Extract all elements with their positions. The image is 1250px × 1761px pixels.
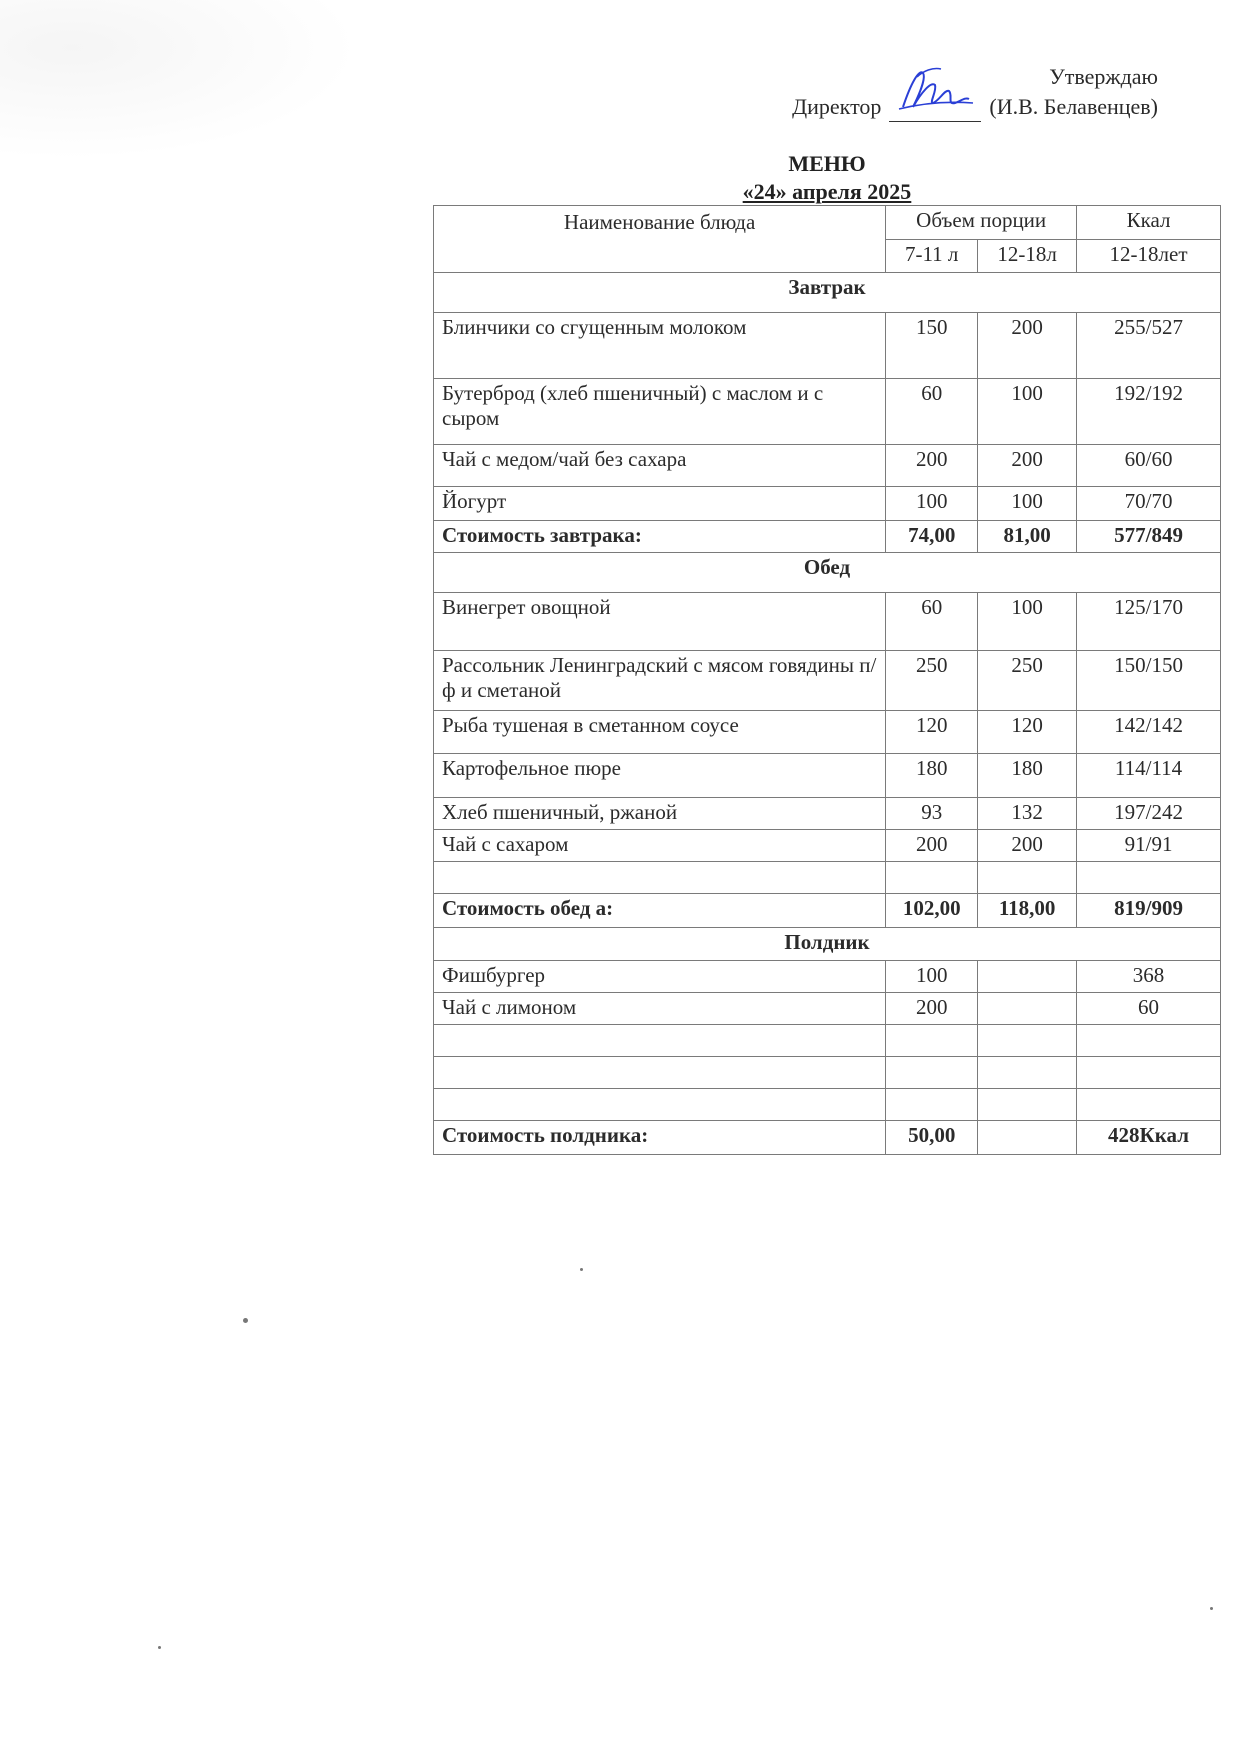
total-kcal: 577/849 xyxy=(1077,521,1221,553)
dish-name: Чай с медом/чай без сахара xyxy=(434,445,886,487)
portion-12-18: 180 xyxy=(978,754,1077,798)
section-row xyxy=(434,553,1221,593)
table-row xyxy=(434,830,1221,862)
col-kcal-header: Ккал xyxy=(1077,206,1221,240)
portion-7-11: 200 xyxy=(886,830,978,862)
section-title-snack: Полдник xyxy=(434,928,1221,961)
approval-signature-line xyxy=(792,92,1158,122)
empty-row xyxy=(434,1057,1221,1089)
total-price-12-18 xyxy=(978,1121,1077,1155)
total-label: Стоимость полдника: xyxy=(434,1121,886,1155)
menu-date: «24» апреля 2025 xyxy=(742,179,912,204)
portion-12-18: 250 xyxy=(978,651,1077,711)
signature-icon xyxy=(893,63,977,119)
kcal-value: 255/527 xyxy=(1077,313,1221,379)
table-row xyxy=(434,487,1221,521)
total-price-12-18: 118,00 xyxy=(978,894,1077,928)
portion-7-11: 120 xyxy=(886,711,978,754)
kcal-value: 60/60 xyxy=(1077,445,1221,487)
table-row xyxy=(434,379,1221,445)
header-row xyxy=(434,206,1221,240)
total-row xyxy=(434,521,1221,553)
portion-12-18 xyxy=(978,961,1077,993)
sub-12-18-header: 12-18л xyxy=(978,240,1077,273)
empty-row xyxy=(434,1025,1221,1057)
sub-7-11-header: 7-11 л xyxy=(886,240,978,273)
page-title: МЕНЮ xyxy=(788,151,866,176)
kcal-value: 368 xyxy=(1077,961,1221,993)
dish-name: Фишбургер xyxy=(434,961,886,993)
portion-12-18 xyxy=(978,993,1077,1025)
dish-name: Рассольник Ленинградский с мясом говядины п/ф и сметаной xyxy=(434,651,886,711)
total-price-7-11: 50,00 xyxy=(886,1121,978,1155)
portion-7-11: 180 xyxy=(886,754,978,798)
dish-name: Блинчики со сгущенным молоком xyxy=(434,313,886,379)
table-row xyxy=(434,445,1221,487)
portion-12-18: 120 xyxy=(978,711,1077,754)
portion-7-11: 93 xyxy=(886,798,978,830)
director-label: Директор xyxy=(792,94,882,119)
table-row xyxy=(434,651,1221,711)
section-title-lunch: Обед xyxy=(434,553,1221,593)
scan-speck xyxy=(580,1268,583,1271)
portion-12-18: 200 xyxy=(978,445,1077,487)
portion-12-18: 100 xyxy=(978,593,1077,651)
menu-heading xyxy=(433,150,1221,206)
signatory-name: (И.В. Белавенцев) xyxy=(989,94,1158,119)
section-title-breakfast: Завтрак xyxy=(434,273,1221,313)
section-row xyxy=(434,928,1221,961)
table-row xyxy=(434,754,1221,798)
section-row xyxy=(434,273,1221,313)
dish-name: Бутерброд (хлеб пшеничный) с маслом и с сыром xyxy=(434,379,886,445)
portion-12-18: 200 xyxy=(978,830,1077,862)
portion-12-18: 100 xyxy=(978,379,1077,445)
dish-name: Чай с лимоном xyxy=(434,993,886,1025)
total-kcal: 428Ккал xyxy=(1077,1121,1221,1155)
portion-7-11: 200 xyxy=(886,445,978,487)
kcal-value: 70/70 xyxy=(1077,487,1221,521)
total-label: Стоимость обед а: xyxy=(434,894,886,928)
dish-name: Рыба тушеная в сметанном соусе xyxy=(434,711,886,754)
total-label: Стоимость завтрака: xyxy=(434,521,886,553)
kcal-value: 197/242 xyxy=(1077,798,1221,830)
table-row xyxy=(434,313,1221,379)
kcal-value: 192/192 xyxy=(1077,379,1221,445)
kcal-value: 91/91 xyxy=(1077,830,1221,862)
empty-row xyxy=(434,862,1221,894)
portion-7-11: 60 xyxy=(886,379,978,445)
table-row xyxy=(434,593,1221,651)
total-row xyxy=(434,1121,1221,1155)
signature-blank xyxy=(889,95,981,122)
total-row xyxy=(434,894,1221,928)
empty-row xyxy=(434,1089,1221,1121)
approve-label: Утверждаю xyxy=(1049,64,1158,89)
menu-table xyxy=(433,205,1221,1155)
col-name-header: Наименование блюда xyxy=(434,206,886,273)
kcal-value: 142/142 xyxy=(1077,711,1221,754)
portion-7-11: 100 xyxy=(886,487,978,521)
kcal-value: 60 xyxy=(1077,993,1221,1025)
portion-7-11: 150 xyxy=(886,313,978,379)
portion-12-18: 132 xyxy=(978,798,1077,830)
scan-speck xyxy=(1210,1607,1213,1610)
scan-speck xyxy=(243,1318,248,1323)
table-row xyxy=(434,798,1221,830)
kcal-value: 150/150 xyxy=(1077,651,1221,711)
portion-7-11: 250 xyxy=(886,651,978,711)
table-row xyxy=(434,961,1221,993)
scan-shade xyxy=(0,0,360,160)
approval-block xyxy=(792,62,1158,122)
dish-name: Картофельное пюре xyxy=(434,754,886,798)
dish-name: Йогурт xyxy=(434,487,886,521)
kcal-value: 125/170 xyxy=(1077,593,1221,651)
total-price-7-11: 74,00 xyxy=(886,521,978,553)
col-portion-header: Объем порции xyxy=(886,206,1077,240)
portion-7-11: 60 xyxy=(886,593,978,651)
portion-12-18: 100 xyxy=(978,487,1077,521)
portion-7-11: 200 xyxy=(886,993,978,1025)
dish-name: Винегрет овощной xyxy=(434,593,886,651)
dish-name: Хлеб пшеничный, ржаной xyxy=(434,798,886,830)
kcal-value: 114/114 xyxy=(1077,754,1221,798)
total-price-12-18: 81,00 xyxy=(978,521,1077,553)
total-kcal: 819/909 xyxy=(1077,894,1221,928)
table-row xyxy=(434,711,1221,754)
total-price-7-11: 102,00 xyxy=(886,894,978,928)
table-row xyxy=(434,993,1221,1025)
portion-12-18: 200 xyxy=(978,313,1077,379)
sub-kcal-header: 12-18лет xyxy=(1077,240,1221,273)
scan-speck xyxy=(158,1646,161,1649)
portion-7-11: 100 xyxy=(886,961,978,993)
dish-name: Чай с сахаром xyxy=(434,830,886,862)
